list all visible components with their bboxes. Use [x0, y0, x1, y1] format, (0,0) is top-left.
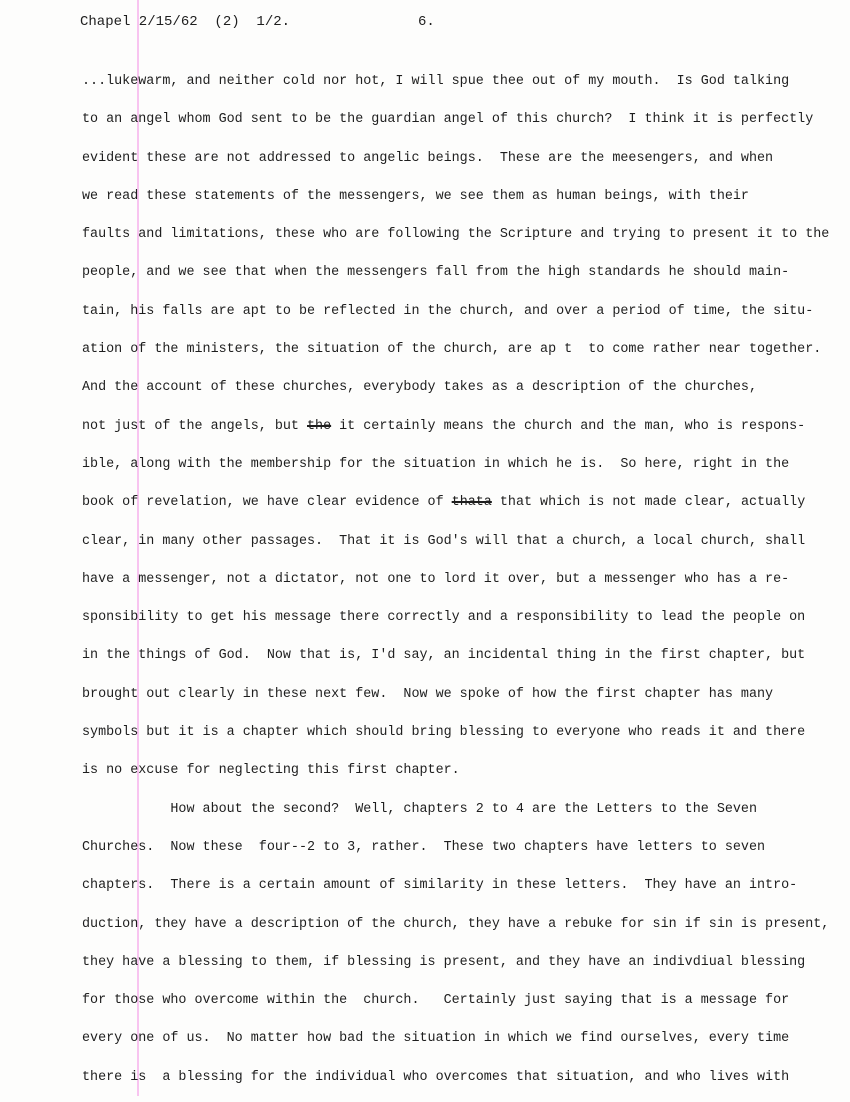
text-line — [82, 331, 848, 369]
text-line — [82, 1059, 848, 1097]
text-segment: How about the second? Well, chapters 2 to 4 are the Letters to the Seven — [82, 801, 757, 817]
text-segment: that which is not made clear, actually — [491, 495, 806, 511]
text-segment: duction, they have a description of the church, they have a rebuke for sin if sin is present, — [82, 916, 830, 932]
struck-word: the — [307, 418, 332, 434]
text-segment: to an angel whom God sent to be the guardian angel of this church? I think it is perfectly — [82, 112, 814, 128]
text-line — [82, 906, 848, 944]
text-segment: is no excuse for neglecting this first chapter. — [82, 763, 460, 779]
text-line — [82, 676, 848, 714]
text-segment: people, and we see that when the messengers fall from the high standards he should main- — [82, 265, 790, 281]
text-segment: book of revelation, we have clear evidence of — [82, 495, 452, 511]
text-line — [82, 63, 848, 101]
text-line — [82, 254, 848, 292]
struck-word: thata — [451, 495, 492, 511]
text-line — [82, 1020, 848, 1058]
text-line — [82, 714, 848, 752]
text-segment: have a messenger, not a dictator, not one to lord it over, but a messenger who has a re- — [82, 571, 790, 587]
page-number: 6. — [418, 14, 435, 30]
text-segment: ible, along with the membership for the situation in which he is. So here, right in the — [82, 456, 790, 472]
text-segment: ...lukewarm, and neither cold nor hot, I will spue thee out of my mouth. Is God talking — [82, 74, 790, 89]
header-title: Chapel 2/15/62 (2) 1/2. — [80, 14, 291, 30]
text-line — [82, 982, 848, 1020]
text-line — [82, 369, 848, 407]
text-line — [82, 561, 848, 599]
text-line — [82, 293, 848, 331]
text-line — [82, 944, 848, 982]
text-segment: faults and limitations, these who are following the Scripture and trying to present it to the — [82, 227, 830, 243]
text-line — [82, 408, 848, 446]
text-segment: there is a blessing for the individual who overcomes that situation, and who lives with — [82, 1069, 790, 1085]
page-header — [0, 14, 850, 36]
text-line — [82, 140, 848, 178]
text-line — [82, 523, 848, 561]
text-segment: every one of us. No matter how bad the situation in which we find ourselves, every time — [82, 1031, 790, 1047]
text-segment: in the things of God. Now that is, I'd say, an incidental thing in the first chapter, but — [82, 648, 806, 664]
text-segment: not just of the angels, but — [82, 418, 307, 434]
text-segment: And the account of these churches, everybody takes as a description of the churches, — [82, 380, 757, 396]
text-line — [82, 867, 848, 905]
text-segment: they have a blessing to them, if blessing is present, and they have an indivdiual blessing — [82, 954, 806, 970]
text-segment: symbols but it is a chapter which should bring blessing to everyone who reads it and there — [82, 725, 806, 741]
text-segment: Churches. Now these four--2 to 3, rather. These two chapters have letters to seven — [82, 839, 766, 855]
text-line — [82, 178, 848, 216]
text-line — [82, 101, 848, 139]
text-line — [82, 829, 848, 867]
text-segment: chapters. There is a certain amount of similarity in these letters. They have an intro- — [82, 878, 798, 894]
text-line — [82, 637, 848, 675]
text-line — [82, 791, 848, 829]
text-segment: we read these statements of the messengers, we see them as human beings, with their — [82, 188, 749, 204]
text-line — [82, 752, 848, 790]
document-lines — [82, 63, 848, 1097]
text-line — [82, 484, 848, 522]
text-line — [82, 446, 848, 484]
text-segment: clear, in many other passages. That it is God's will that a church, a local church, shall — [82, 533, 806, 549]
text-line — [82, 599, 848, 637]
text-segment: brought out clearly in these next few. Now we spoke of how the first chapter has many — [82, 686, 774, 702]
text-line — [82, 216, 848, 254]
text-segment: it certainly means the church and the man, who is respons- — [331, 418, 806, 434]
text-segment: evident these are not addressed to angelic beings. These are the meesengers, and when — [82, 150, 774, 166]
text-segment: for those who overcome within the church. Certainly just saying that is a message for — [82, 993, 790, 1009]
text-segment: sponsibility to get his message there correctly and a responsibility to lead the people on — [82, 610, 806, 626]
text-segment: tain, his falls are apt to be reflected in the church, and over a period of time, the situ- — [82, 303, 814, 319]
text-segment: ation of the ministers, the situation of the church, are ap t to come rather near together. — [82, 342, 822, 358]
